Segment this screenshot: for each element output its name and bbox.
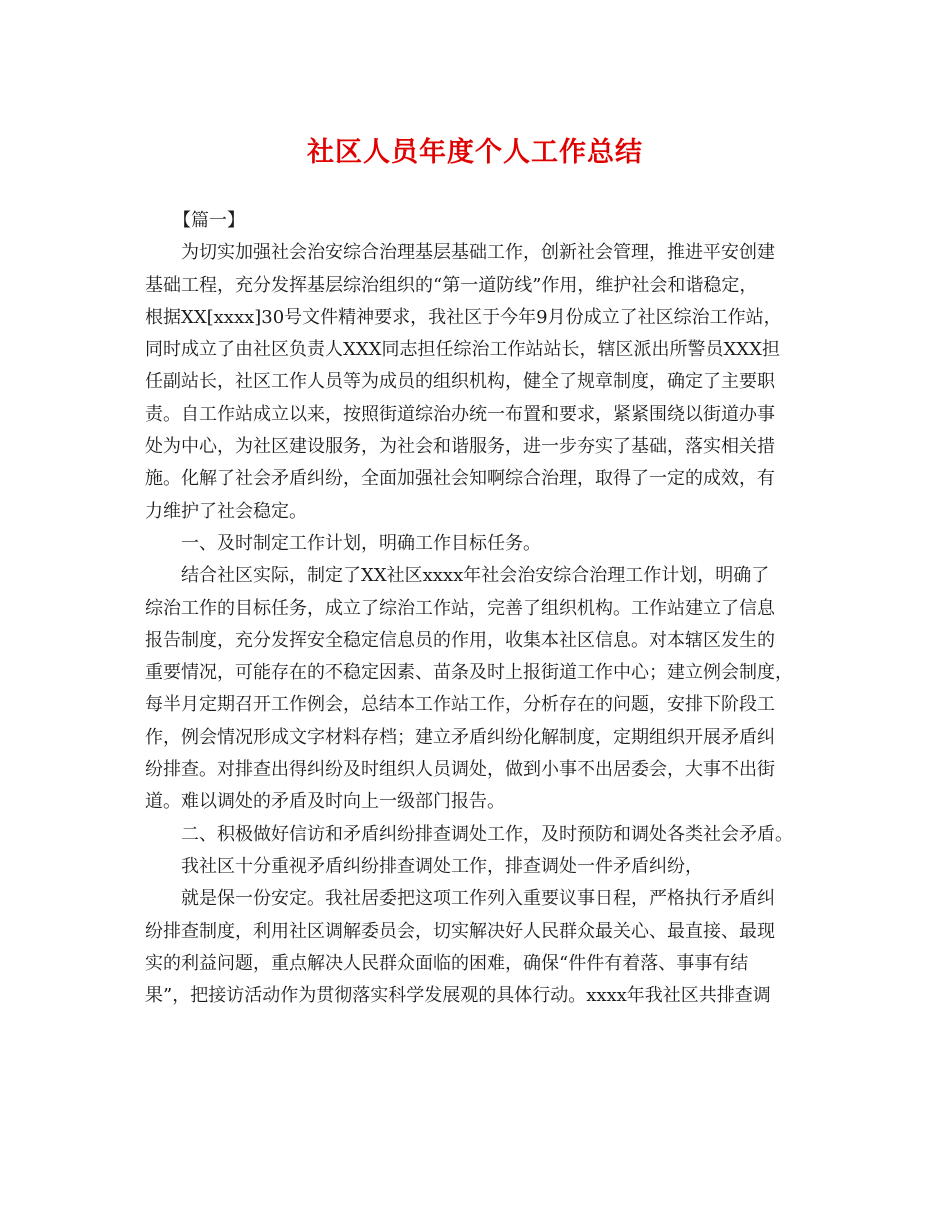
- document-body: [145, 205, 810, 1012]
- text-lines: [145, 237, 810, 1012]
- text-line: 施。化解了社会矛盾纠纷，全面加强社会知啊综合治理，取得了一定的成效，有: [145, 468, 775, 490]
- text-line: 基础工程，充分发挥基层综治组织的“第一道防线”作用，维护社会和谐稳定，: [145, 274, 758, 296]
- text-line: 每半月定期召开工作例会，总结本工作站工作，分析存在的问题，安排下阶段工: [145, 694, 775, 716]
- text-line: 处为中心，为社区建设服务，为社会和谐服务，进一步夯实了基础，落实相关措: [145, 436, 775, 458]
- text-line: 同时成立了由社区负责人XXX同志担任综治工作站站长，辖区派出所警员XXX担: [145, 339, 780, 361]
- text-line: 重要情况，可能存在的不稳定因素、苗条及时上报街道工作中心；建立例会制度，: [145, 662, 793, 684]
- text-line: 实的利益问题，重点解决人民群众面临的困难，确保“件件有着落、事事有结: [145, 952, 749, 974]
- text-line: 综治工作的目标任务，成立了综治工作站，完善了组织机构。工作站建立了信息: [145, 597, 775, 619]
- text-line: 结合社区实际，制定了XX社区xxxx年社会治安综合治理工作计划，明确了: [181, 565, 770, 587]
- text-line: 责。自工作站成立以来，按照街道综治办统一布置和要求，紧紧围绕以街道办事: [145, 403, 775, 425]
- text-line: 纷排查制度，利用社区调解委员会，切实解决好人民群众最关心、最直接、最现: [145, 920, 775, 942]
- text-line: 报告制度，充分发挥安全稳定信息员的作用，收集本社区信息。对本辖区发生的: [145, 629, 775, 651]
- section-tag: 【篇一】: [173, 210, 245, 231]
- text-line: 我社区十分重视矛盾纠纷排查调处工作，排查调处一件矛盾纠纷，: [181, 855, 703, 877]
- text-line: 果”，把接访活动作为贯彻落实科学发展观的具体行动。xxxx年我社区共排查调: [145, 985, 771, 1007]
- text-line: 任副站长，社区工作人员等为成员的组织机构，健全了规章制度，确定了主要职: [145, 371, 775, 393]
- text-line: 为切实加强社会治安综合治理基层基础工作，创新社会管理，推进平安创建: [181, 242, 775, 264]
- text-line: 根据XX[xxxx]30号文件精神要求，我社区于今年9月份成立了社区综治工作站，: [145, 306, 782, 328]
- text-line: 一、及时制定工作计划，明确工作目标任务。: [181, 532, 541, 554]
- text-line: 就是保一份安定。我社居委把这项工作列入重要议事日程，严格执行矛盾纠: [181, 888, 775, 910]
- text-line: 作，例会情况形成文字材料存档；建立矛盾纠纷化解制度，定期组织开展矛盾纠: [145, 726, 775, 748]
- text-line: 力维护了社会稳定。: [145, 500, 307, 522]
- text-line: 二、积极做好信访和矛盾纠纷排查调处工作，及时预防和调处各类社会矛盾。: [181, 823, 793, 845]
- text-line: 纷排查。对排查出得纠纷及时组织人员调处，做到小事不出居委会，大事不出街: [145, 759, 775, 781]
- text-line: 道。难以调处的矛盾及时向上一级部门报告。: [145, 791, 505, 813]
- document-title: 社区人员年度个人工作总结: [307, 137, 643, 168]
